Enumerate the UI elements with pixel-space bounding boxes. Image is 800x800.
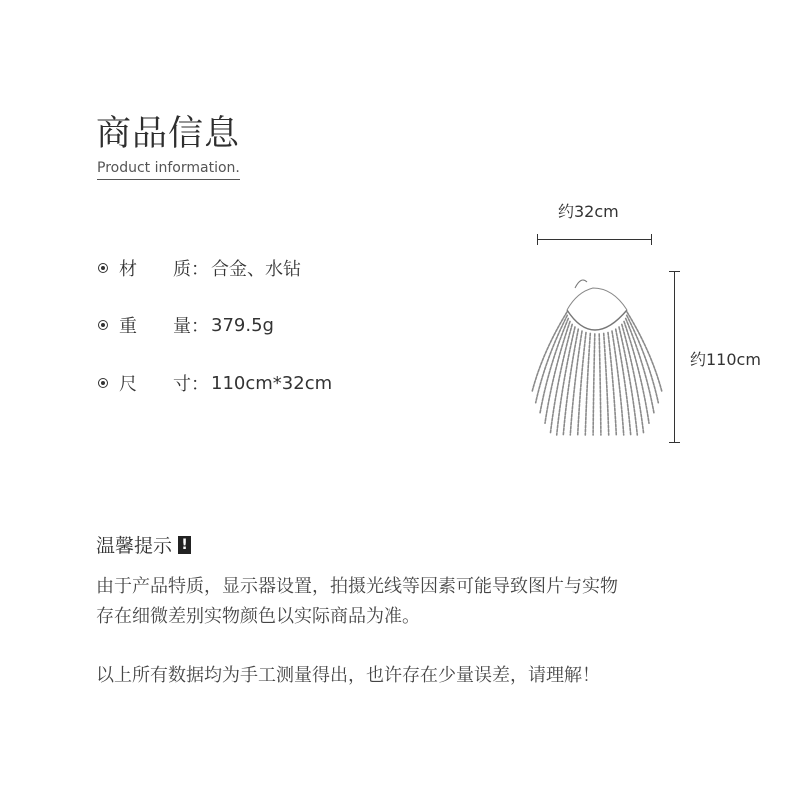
spec-material (98, 255, 301, 281)
tassel-chain (612, 331, 624, 435)
bullet-icon (98, 320, 108, 330)
tips-title (96, 531, 191, 558)
tassel-chain (627, 312, 662, 392)
width-dimension-cap-right (651, 234, 652, 245)
page-title: 商品信息 (96, 114, 241, 154)
tassel-chain (626, 319, 654, 414)
product-image (515, 270, 675, 440)
tassel-chain (532, 312, 567, 392)
spec-size (98, 370, 332, 396)
tassel-chain (585, 333, 590, 435)
width-dimension-cap-left (537, 234, 538, 245)
spec-weight (98, 312, 274, 338)
height-dimension-label: 约110cm (690, 350, 761, 369)
bullet-icon (98, 263, 108, 273)
width-dimension-line (537, 239, 652, 240)
tips-note: 以上所有数据均为手工测量得出，也许存在少量误差，请理解！ (96, 665, 600, 686)
spec-key-char1: 尺 (119, 374, 137, 395)
spec-value: 110cm*32cm (211, 372, 333, 394)
tips-line-1: 由于产品特质，显示器设置，拍摄光线等因素可能导致图片与实物 (96, 576, 618, 597)
spec-value: 379.5g (211, 314, 274, 336)
spec-key-char1: 材 (119, 259, 137, 280)
spec-key-char2: 量： (173, 316, 209, 337)
tassel-chain (540, 319, 568, 414)
spec-key-char1: 重 (119, 316, 137, 337)
height-dimension-cap-bottom (669, 442, 680, 443)
spec-key-char2: 寸： (173, 374, 209, 395)
spec-value: 合金、水钻 (211, 259, 301, 280)
tassel-chain (599, 334, 601, 435)
tassel-chain (604, 333, 609, 435)
tips-title-text: 温馨提示 (96, 535, 173, 557)
spec-key-char2: 质： (173, 259, 209, 280)
tassel-chain (593, 334, 595, 435)
tips-line-2: 存在细微差别实物颜色以实际商品为准。 (96, 606, 420, 627)
width-dimension-label: 约32cm (558, 202, 619, 221)
warning-icon: ! (178, 536, 191, 554)
bullet-icon (98, 378, 108, 388)
tassel-chain (570, 331, 582, 435)
page-subtitle: Product information. (97, 160, 240, 180)
